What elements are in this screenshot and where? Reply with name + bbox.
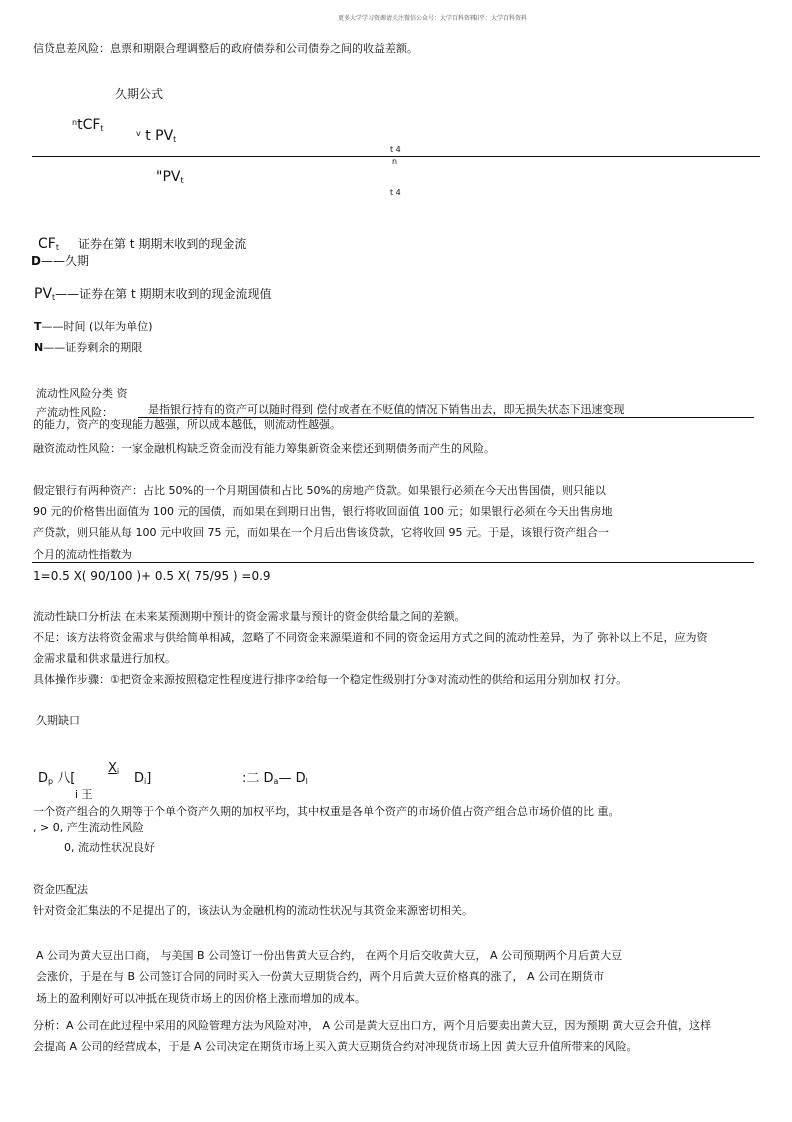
gap-analysis-line-3: 金需求量和供求量进行加权。 <box>33 652 176 665</box>
gap-condition-positive: , > 0, 产生流动性风险 <box>33 821 144 834</box>
weight-fraction-top: $X_i$ <box>108 761 120 776</box>
weight-fraction-bottom: i 王 <box>75 788 93 801</box>
formula-denominator: "$PV_t$ <box>156 169 184 185</box>
definition-n: N——证券剩余的期限 <box>34 341 143 354</box>
example-line-1: 假定银行有两种资产：占比 50%的一个月期国债和占比 50%的房地产贷款。如果银行必须在今天出售国债，则只能以 <box>33 484 606 497</box>
hedge-example-line-2: 会涨价，于是在与 B 公司签订合同的同时买入一份黄大豆期货合约，两个月后黄大豆价格真的涨了， A 公司在期货市 <box>36 970 605 983</box>
portfolio-duration-formula: $D_p$ 八[ <box>38 771 76 786</box>
liquidity-index-formula: 1=0.5 X( 90/100 )+ 0.5 X( 75/95 ) =0.9 <box>33 569 271 583</box>
asset-liquidity-continuation: 的能力，资产的变现能力越强，所以成本越低，则流动性越强。 <box>33 418 341 431</box>
example-line-3: 产贷款，则只能从每 100 元中收回 75 元，而如果在一个月后出售该贷款，它将收回 95 元。于是，该银行资产组合一 <box>33 526 609 539</box>
hedge-example-line-3: 场上的盈利刚好可以冲抵在现货市场上的因价格上涨而增加的成本。 <box>36 992 366 1005</box>
portfolio-duration-explanation: 一个资产组合的久期等于个单个资产久期的加权平均，其中权重是各单个资产的市场价值占资产组合总市场价值的比 重。 <box>33 805 620 818</box>
definition-d: D——久期 <box>31 254 89 268</box>
example-underline <box>32 562 754 563</box>
portfolio-duration-bracket: $D_i$] <box>134 771 152 786</box>
hedge-example-line-1: A 公司为黄大豆出口商， 与美国 B 公司签订一份出售黄大豆合约， 在两个月后交收黄大豆， A 公司预期两个月后黄大豆 <box>36 949 623 962</box>
formula-sum-index-1: t 4 <box>390 145 401 154</box>
hedge-analysis-line-2: 会提高 A 公司的经营成本，于是 A 公司决定在期货市场上买入黄大豆期货合约对冲现货市场上因 黄大豆升值所带来的风险。 <box>33 1040 638 1053</box>
liquidity-risk-heading: 流动性风险分类 资 <box>36 387 128 400</box>
definition-t: T——时间 (以年为单位) <box>34 320 153 333</box>
gap-analysis-line-1: 流动性缺口分析法 在未来某预测期中预计的资金需求量与预计的资金供给量之间的差额。 <box>33 610 466 623</box>
asset-liquidity-text: 是指银行持有的资产可以随时得到 偿付或者在不贬值的情况下销售出去，即无损失状态下迅速变现 <box>148 403 625 416</box>
hedge-analysis-line-1: 分析：A 公司在此过程中采用的风险管理方法为风险对冲， A 公司是黄大豆出口方，两个月后要卖出黄大豆，因为预期 黄大豆会升值，这样 <box>33 1019 712 1032</box>
formula-numerator-right: $^v$ t $PV_t$ <box>136 128 177 144</box>
duration-gap-formula: :二 $D_a—$ $D_l$ <box>242 771 308 786</box>
duration-gap-heading: 久期缺口 <box>36 714 80 727</box>
fund-matching-heading: 资金匹配法 <box>33 883 88 896</box>
definition-cf: $CF_t$ 证券在第 t 期期末收到的现金流 <box>38 236 247 252</box>
asset-liquidity-label: 产流动性风险： <box>36 406 113 419</box>
formula-numerator-left: $^n$tCF$_t$ <box>72 117 104 133</box>
formula-sum-upper-2: n <box>392 157 398 166</box>
credit-spread-line: 信贷息差风险：息票和期限合理调整后的政府债券和公司债券之间的收益差额。 <box>33 42 418 55</box>
header-right: 知乎：大学百科资料 <box>473 15 528 22</box>
gap-analysis-line-4: 具体操作步骤：①把资金来源按照稳定性程度进行排序②给每一个稳定性级别打分③对流动性的供给和运用分别加权 打分。 <box>33 673 628 686</box>
gap-condition-good: 0, 流动性状况良好 <box>64 841 155 854</box>
fund-matching-line: 针对资金汇集法的不足提出了的，该法认为金融机构的流动性状况与其资金来源密切相关。 <box>33 904 473 917</box>
funding-liquidity-line: 融资流动性风险：一家金融机构缺乏资金而没有能力筹集新资金来偿还到期债务而产生的风险。 <box>33 442 495 455</box>
example-line-2: 90 元的价格售出面值为 100 元的国债，而如果在到期日出售，银行将收回面值 100 元；如果银行必须在今天出售房地 <box>33 505 613 518</box>
example-line-4: 个月的流动性指数为 <box>33 548 132 561</box>
formula-sum-index-2: t 4 <box>390 188 401 197</box>
gap-analysis-line-2: 不足：该方法将资金需求与供给简单相减，忽略了不同资金来源渠道和不同的资金运用方式之间的流动性差异，为了 弥补以上不足，应为资 <box>33 631 708 644</box>
header-left: 更多大学学习资源请关注微信公众号：大学百科资料 <box>338 15 477 22</box>
definition-pv: $PV_t——$证券在第 t 期期末收到的现金流现值 <box>34 286 272 302</box>
duration-formula-title: 久期公式 <box>115 87 164 101</box>
